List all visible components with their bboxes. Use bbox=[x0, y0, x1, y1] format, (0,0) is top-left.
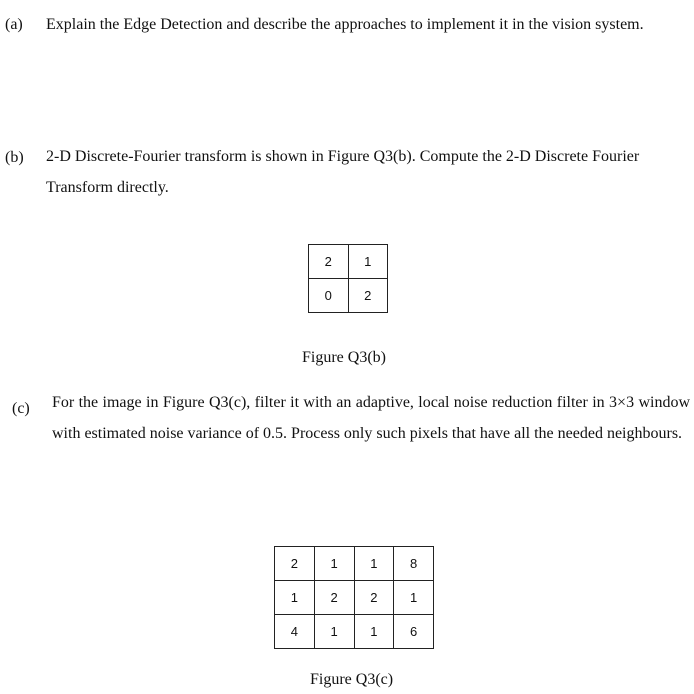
matrix-c-cell: 1 bbox=[394, 581, 434, 615]
question-b-text: 2-D Discrete-Fourier transform is shown in Figure Q3(b). Compute the 2-D Discrete Fourier Transform directly. bbox=[46, 148, 640, 196]
matrix-c-cell: 1 bbox=[354, 615, 394, 649]
figure-q3b-caption: Figure Q3(b) bbox=[302, 349, 386, 366]
matrix-c-cell: 2 bbox=[354, 581, 394, 615]
question-c-label: (c) bbox=[12, 400, 30, 417]
question-a-label: (a) bbox=[5, 16, 23, 33]
matrix-b-cell: 2 bbox=[309, 245, 349, 279]
matrix-c-cell: 1 bbox=[275, 581, 315, 615]
matrix-c-cell: 4 bbox=[275, 615, 315, 649]
matrix-c-cell: 1 bbox=[314, 615, 354, 649]
matrix-c-cell: 2 bbox=[275, 547, 315, 581]
figure-q3c-caption: Figure Q3(c) bbox=[310, 671, 394, 688]
matrix-c-cell: 8 bbox=[394, 547, 434, 581]
question-c-text: For the image in Figure Q3(c), filter it with an adaptive, local noise reduction filter in 3×3 window with estimated noise variance of 0.5. Process only such pixels that have all the needed neighbours. bbox=[52, 394, 690, 442]
matrix-b-cell: 0 bbox=[309, 279, 349, 313]
figure-q3c-matrix bbox=[274, 546, 434, 649]
matrix-c-cell: 6 bbox=[394, 615, 434, 649]
matrix-b-cell: 1 bbox=[348, 245, 388, 279]
question-b-label: (b) bbox=[5, 149, 24, 166]
figure-q3b-matrix bbox=[308, 244, 388, 313]
question-a-text: Explain the Edge Detection and describe the approaches to implement it in the vision system. bbox=[46, 16, 644, 33]
matrix-c-cell: 2 bbox=[314, 581, 354, 615]
matrix-c-cell: 1 bbox=[314, 547, 354, 581]
matrix-c-cell: 1 bbox=[354, 547, 394, 581]
matrix-b-cell: 2 bbox=[348, 279, 388, 313]
